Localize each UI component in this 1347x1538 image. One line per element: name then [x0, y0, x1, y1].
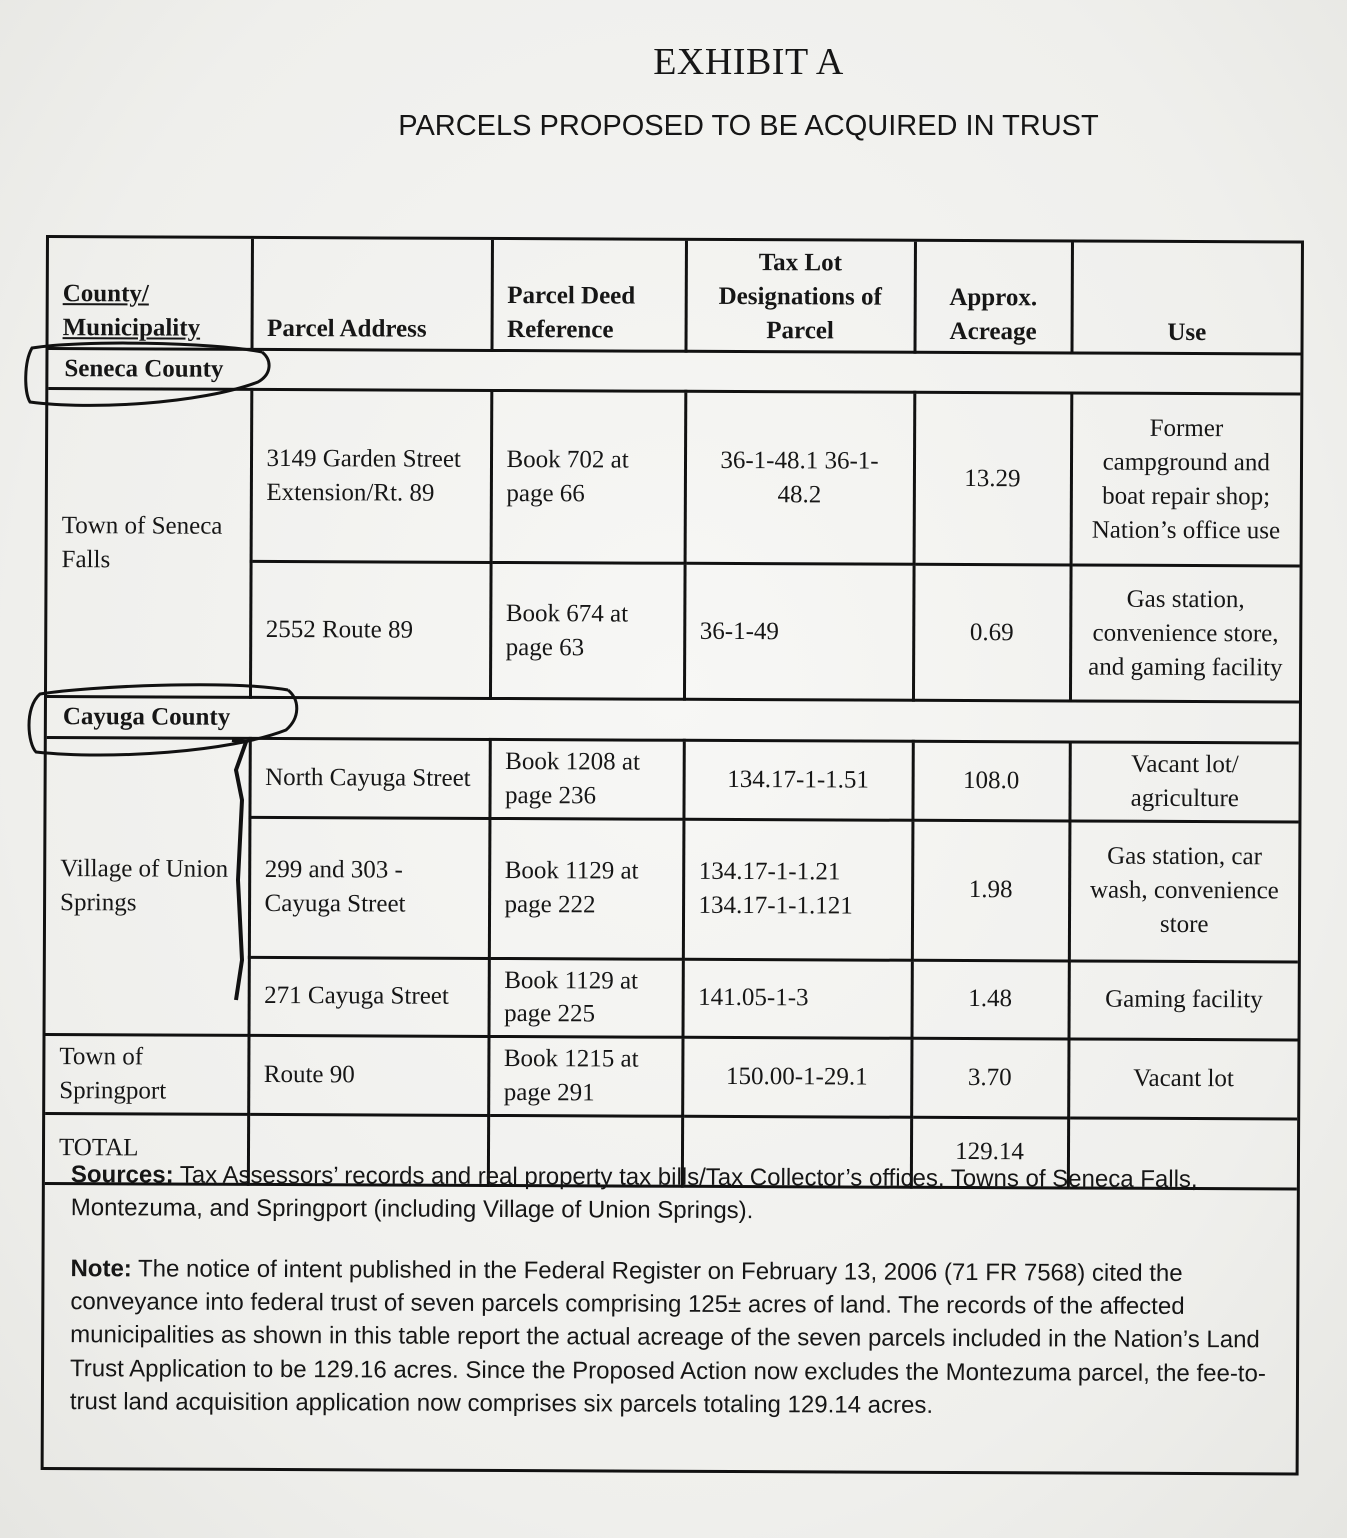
parcel-table-frame — [41, 235, 1304, 1475]
total-acreage: 129.14 — [911, 1117, 1068, 1188]
address-cell: 2552 Route 89 — [250, 562, 491, 699]
parcel-table — [45, 238, 1301, 1190]
deed-cell: Book 702 at page 66 — [491, 391, 686, 564]
exhibit-title: EXHIBIT A — [653, 41, 844, 83]
col-header-tax-lot: Tax Lot Designations of Parcel — [686, 241, 915, 352]
address-cell: 271 Cayuga Street — [249, 957, 489, 1037]
use-cell: Former campground and boat repair shop; Nation’s office use — [1071, 393, 1301, 566]
deed-cell: Book 1208 at page 236 — [489, 739, 683, 818]
use-cell: Gas station, car wash, convenience store — [1069, 820, 1299, 961]
exhibit-subtitle: PARCELS PROPOSED TO BE ACQUIRED IN TRUST — [398, 110, 1099, 142]
tax-lot-cell: 36-1-49 — [684, 564, 914, 701]
table-notes — [44, 1158, 1297, 1451]
county-label: Cayuga County — [47, 697, 1299, 743]
county-label: Seneca County — [48, 348, 1300, 394]
county-row-cayuga — [47, 697, 1299, 743]
deed-cell: Book 1129 at page 222 — [489, 818, 684, 959]
deed-cell: Book 1129 at page 225 — [489, 958, 683, 1037]
use-cell: Vacant lot/ agriculture — [1069, 742, 1298, 821]
col-header-address: Parcel Address — [252, 239, 492, 350]
table-row — [46, 738, 1298, 822]
acreage-cell: 3.70 — [911, 1038, 1068, 1117]
use-cell: Gas station, convenience store, and gaming facility — [1070, 565, 1300, 702]
sources-paragraph — [71, 1158, 1271, 1229]
address-cell: North Cayuga Street — [249, 738, 489, 818]
county-row-seneca — [48, 348, 1300, 394]
total-label: TOTAL — [45, 1113, 248, 1184]
deed-cell: Book 1215 at page 291 — [488, 1036, 682, 1115]
address-cell: 299 and 303 - Cayuga Street — [249, 817, 490, 958]
table-row — [45, 1035, 1297, 1119]
municipality-cell: Town of Springport — [45, 1035, 248, 1114]
acreage-cell: 1.48 — [912, 960, 1069, 1039]
tax-lot-cell: 134.17-1-1.51 — [683, 740, 912, 819]
col-header-acreage: Approx. Acreage — [914, 242, 1071, 353]
address-cell: 3149 Garden Street Extension/Rt. 89 — [251, 390, 492, 563]
note-label: Note: — [70, 1255, 132, 1283]
tax-lot-cell: 36-1-48.1 36-1-48.2 — [685, 392, 915, 565]
col-header-county: County/ Municipality — [49, 238, 252, 349]
use-cell: Gaming facility — [1069, 960, 1298, 1039]
table-header-row — [49, 238, 1301, 353]
tax-lot-cell: 150.00-1-29.1 — [682, 1037, 911, 1116]
note-paragraph — [70, 1252, 1271, 1423]
note-text: The notice of intent published in the Federal Register on February 13, 2006 (71 FR 7568) cited the conveyance into federal trust of seven parcels comprising 125± acres of land. The records of the affected municipalities as shown in this table report the actual acreage of the seven parcels included in the Nation’s Land Trust Application to be 129.16 acres. Since the Proposed Action now excludes the Montezuma parcel, the fee-to-trust land acquisition application now comprises six parcels totaling 129.14 acres. — [69, 1255, 1266, 1419]
table-row — [48, 389, 1301, 566]
col-header-deed: Parcel Deed Reference — [492, 240, 686, 351]
sources-label: Sources: — [70, 1161, 174, 1189]
use-cell: Vacant lot — [1068, 1039, 1297, 1118]
tax-lot-cell: 141.05-1-3 — [683, 959, 912, 1038]
municipality-cell: Town of Seneca Falls — [47, 389, 251, 698]
col-header-use: Use — [1071, 242, 1300, 353]
acreage-cell: 108.0 — [912, 741, 1069, 820]
sources-text: Tax Assessors’ records and real property tax bills/Tax Collector’s offices, Towns of Seneca Falls, Montezuma, and Springport (including Village of Union Springs). — [70, 1161, 1198, 1225]
acreage-cell: 13.29 — [914, 393, 1072, 566]
municipality-cell: Village of Union Springs — [46, 738, 250, 1036]
tax-lot-cell: 134.17-1-1.21 134.17-1-1.121 — [683, 819, 913, 960]
acreage-cell: 1.98 — [912, 820, 1070, 961]
acreage-cell: 0.69 — [913, 565, 1071, 702]
address-cell: Route 90 — [248, 1035, 488, 1115]
deed-cell: Book 674 at page 63 — [490, 563, 685, 700]
